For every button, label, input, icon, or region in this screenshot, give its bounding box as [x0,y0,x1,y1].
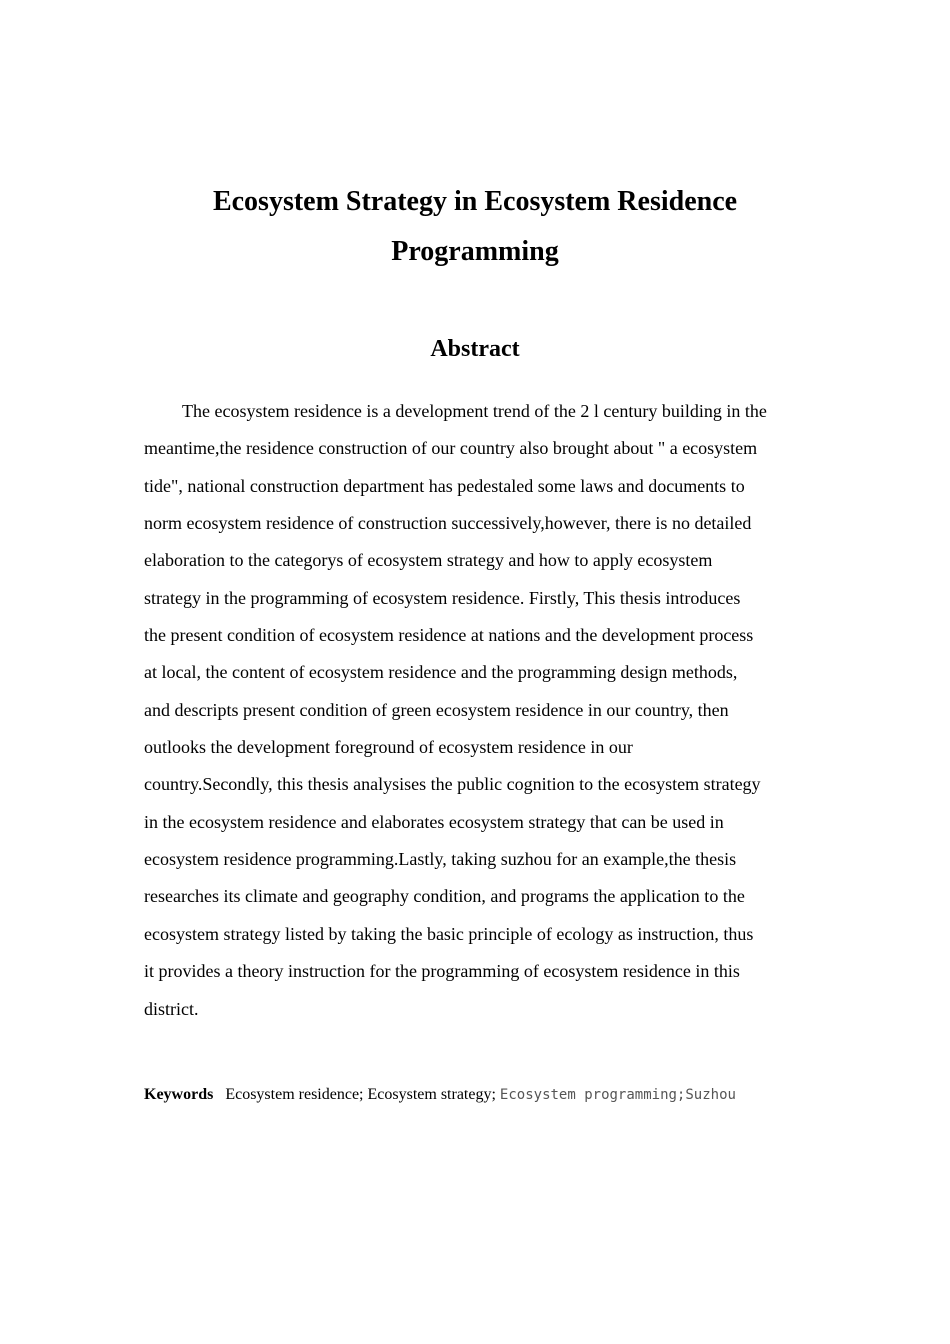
abstract-line: elaboration to the categorys of ecosystem strategy and how to apply ecosystem [144,550,713,571]
abstract-line: and descripts present condition of green ecosystem residence in our country, then [144,699,729,720]
keywords-serif: Ecosystem residence; Ecosystem strategy; [225,1086,496,1103]
abstract-line: meantime,the residence construction of our country also brought about " a ecosystem [144,438,758,459]
abstract-line: outlooks the development foreground of ecosystem residence in our [144,737,633,758]
keywords-line [144,1083,844,1107]
abstract-line: ecosystem strategy listed by taking the basic principle of ecology as instruction, thus [144,923,754,944]
document-title [0,177,950,277]
abstract-line: tide", national construction department has pedestaled some laws and documents to [144,475,745,496]
abstract-line: at local, the content of ecosystem residence and the programming design methods, [144,662,738,683]
abstract-line: The ecosystem residence is a development trend of the 2 l century building in the [182,401,767,421]
abstract-line: the present condition of ecosystem residence at nations and the development process [144,625,754,646]
keywords-label: Keywords [144,1086,214,1103]
title-line-1: Ecosystem Strategy in Ecosystem Residence [212,186,738,217]
abstract-line: in the ecosystem residence and elaborates ecosystem strategy that can be used in [144,811,724,832]
abstract-heading: Abstract [430,336,520,362]
abstract-line: it provides a theory instruction for the programming of ecosystem residence in this [144,961,740,982]
abstract-body [144,393,819,1028]
abstract-line: country.Secondly, this thesis analysises the public cognition to the ecosystem strategy [144,774,761,795]
abstract-line: strategy in the programming of ecosystem residence. Firstly, This thesis introduces [144,587,741,608]
abstract-line: district. [144,998,199,1019]
keywords-mono: Ecosystem programming;Suzhou [499,1087,736,1103]
abstract-line: norm ecosystem residence of construction successively,however, there is no detailed [144,513,752,534]
abstract-line: ecosystem residence programming.Lastly, taking suzhou for an example,the thesis [144,849,737,870]
abstract-line: researches its climate and geography condition, and programs the application to the [144,886,745,907]
title-line-2: Programming [391,236,559,267]
